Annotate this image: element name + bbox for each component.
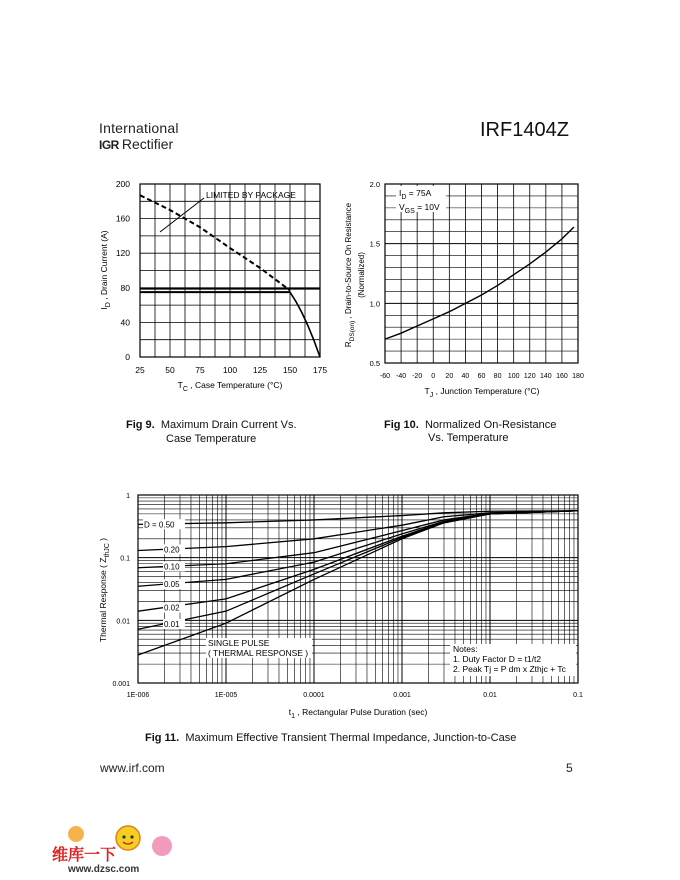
fig10-xtick-label: 140 — [539, 373, 552, 380]
fig9-ytick-label: 40 — [120, 317, 130, 328]
fig9-xtick-label: 125 — [252, 365, 268, 375]
fig10-chart — [344, 180, 584, 399]
fig10-caption-line2: Vs. Temperature — [428, 432, 509, 444]
fig11-xtick-label: 1E-006 — [126, 692, 150, 699]
fig11-series-label: D = 0.50 — [144, 520, 175, 530]
fig10-xtick-label: -60 — [379, 373, 391, 380]
fig11-xtick-label: 0.0001 — [303, 692, 325, 699]
fig10-xtick-label: 120 — [523, 373, 536, 380]
footer-url[interactable]: www.irf.com — [100, 761, 165, 775]
fig9-xtick-label: 175 — [312, 365, 328, 375]
page-number: 5 — [566, 761, 573, 775]
fig11-xtick-label: 0.01 — [483, 692, 497, 699]
watermark-graphic — [50, 822, 190, 874]
fig10-xtick-label: 180 — [572, 373, 584, 380]
fig9-ytick-label: 80 — [120, 282, 130, 293]
fig9-ytick-label: 120 — [115, 248, 130, 259]
fig9-caption: Fig 9. Maximum Drain Current Vs. — [126, 419, 297, 431]
fig11-single-pulse-2: ( THERMAL RESPONSE ) — [208, 648, 309, 658]
fig10-xlabel: $T_J$ , Junction Temperature (°C) — [424, 386, 540, 399]
fig11-xtick-label: 1E-005 — [214, 692, 238, 699]
fig11-single-pulse-1: SINGLE PULSE — [208, 638, 270, 648]
fig11-note2: 2. Peak Tj = P dm x Zthjc + Tc — [453, 664, 566, 674]
fig11-series-label: 0.20 — [164, 545, 180, 555]
fig11-series-line — [138, 511, 578, 629]
fig9-chart — [99, 179, 327, 393]
part-number: IRF1404Z — [480, 119, 569, 141]
fig10-xtick-label: 40 — [461, 373, 470, 380]
mascot-eye-left — [122, 835, 125, 838]
fig11-series-label: 0.10 — [164, 562, 180, 572]
watermark-text-cn: 维库一下 — [52, 847, 117, 864]
fig11-series-label: 0.02 — [164, 603, 180, 613]
fig11-xlabel: $t_1$ , Rectangular Pulse Duration (sec) — [288, 707, 428, 720]
fig11-series-label: 0.01 — [164, 619, 180, 629]
fig9-annotation: LIMITED BY PACKAGE — [206, 190, 296, 200]
fig10-ytick-label: 2.0 — [369, 180, 380, 189]
fig11-series-line — [138, 511, 578, 551]
fig9-xtick-label: 50 — [165, 365, 175, 375]
watermark-mascot-icon — [116, 826, 140, 850]
fig10-xtick-label: -40 — [396, 373, 407, 380]
fig9-xtick-label: 25 — [135, 365, 145, 375]
fig10-legend-vgs: $V_{GS} = 10V$ — [399, 202, 440, 215]
fig11-ytick-label: 0.1 — [120, 555, 130, 563]
brand-line1: International — [99, 120, 179, 136]
fig10-ytick-label: 1.0 — [369, 299, 380, 309]
fig10-caption: Fig 10. Normalized On-Resistance — [384, 419, 557, 431]
fig10-xtick-label: 60 — [477, 373, 486, 380]
fig9-ytick-label: 200 — [115, 179, 130, 189]
fig9-caption-line2: Case Temperature — [166, 433, 257, 445]
fig9-ylabel: $I_D$ , Drain Current (A) — [99, 230, 112, 310]
mascot-eye-right — [130, 835, 133, 838]
watermark — [50, 822, 190, 874]
fig11-xtick-label: 0.1 — [573, 692, 583, 699]
fig10-xtick-label: 0 — [431, 373, 436, 380]
watermark-url: www.dzsc.com — [68, 864, 140, 874]
fig11-xtick-label: 0.001 — [393, 692, 411, 699]
fig11-ytick-label: 0.01 — [116, 618, 130, 626]
fig10-legend-id: $I_D = 75A$ — [399, 188, 432, 201]
fig10-xtick-label: 100 — [507, 373, 520, 380]
fig11-notes-title: Notes: — [453, 644, 478, 654]
fig11-chart — [98, 493, 583, 720]
fig11-series-label: 0.05 — [164, 580, 180, 590]
brand-logo: IGR — [99, 138, 119, 152]
fig10-xtick-label: 160 — [556, 373, 568, 380]
fig10-ylabel-line2: (Normalized) — [357, 252, 366, 298]
fig10-ylabel: $R_{DS(on)}$ , Drain-to-Source On Resistance — [344, 202, 356, 348]
fig9-xtick-label: 100 — [222, 365, 238, 375]
fig9-xtick-label: 150 — [282, 365, 298, 375]
fig9-ytick-label: 0 — [125, 352, 130, 362]
brand-rectifier: Rectifier — [121, 136, 174, 152]
fig11-caption: Fig 11. Maximum Effective Transient Thermal Impedance, Junction-to-Case — [145, 732, 517, 744]
fig10-xtick-label: -20 — [412, 373, 423, 380]
watermark-star-icon — [68, 826, 84, 842]
fig9-ytick-label: 160 — [115, 213, 130, 224]
fig11-ytick-label: 1 — [126, 493, 130, 500]
fig11-note1: 1. Duty Factor D = t1/t2 — [453, 654, 542, 664]
fig11-series-line — [138, 511, 578, 611]
watermark-flower-icon — [152, 836, 172, 856]
fig11-series-line — [138, 511, 578, 586]
fig10-xtick-label: 80 — [493, 373, 502, 380]
fig10-ytick-label: 0.5 — [369, 359, 380, 368]
fig9-xlabel: $T_C$ , Case Temperature (°C) — [177, 380, 283, 393]
fig10-xtick-label: 20 — [445, 373, 454, 380]
fig11-ylabel: Thermal Response ( $Z_{thJC}$ ) — [98, 537, 111, 643]
fig10-ytick-label: 1.5 — [369, 239, 380, 249]
fig11-ytick-label: 0.001 — [112, 681, 130, 688]
fig9-xtick-label: 75 — [195, 365, 205, 375]
